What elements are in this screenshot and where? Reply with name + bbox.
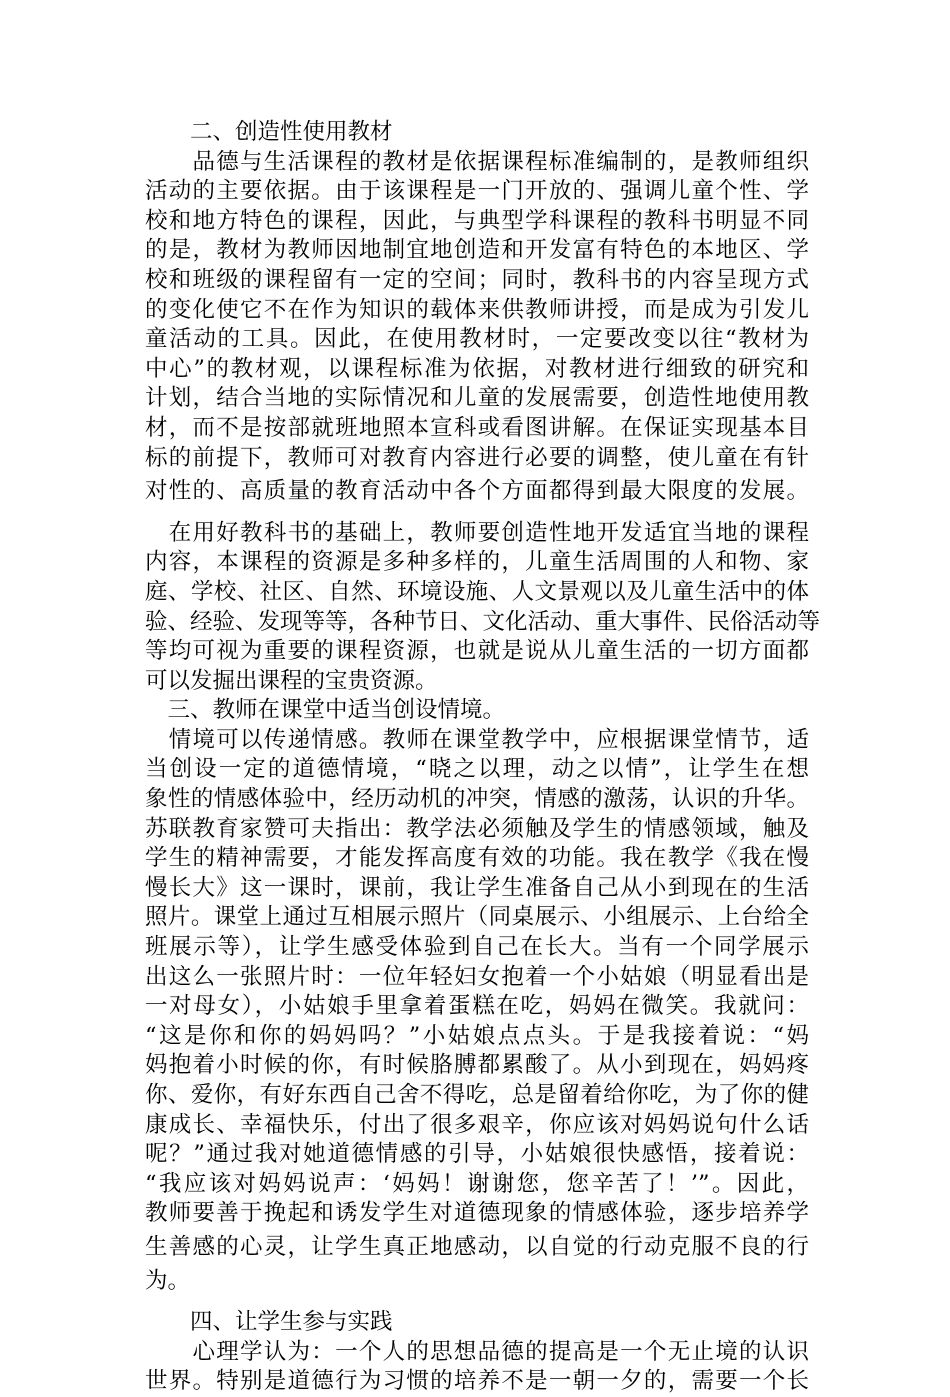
text-line: 对性的、高质量的教育活动中各个方面都得到最大限度的发展。 <box>145 478 809 505</box>
text-line: 慢长大》这一课时，课前，我让学生准备自己从小到现在的生活 <box>145 874 809 901</box>
text-line: 等均可视为重要的课程资源，也就是说从儿童生活的一切方面都 <box>145 638 809 665</box>
text-line: 庭、学校、社区、自然、环境设施、人文景观以及儿童生活中的体 <box>145 578 809 605</box>
section-heading-4: 四、让学生参与实践 <box>145 1309 393 1336</box>
text-line: 妈抱着小时候的你，有时候胳膊都累酸了。从小到现在，妈妈疼 <box>145 1052 809 1079</box>
text-line: 呢？”通过我对她道德情感的引导，小姑娘很快感悟，接着说： <box>145 1141 809 1168</box>
text-line: 在用好教科书的基础上，教师要创造性地开发适宜当地的课程 <box>145 519 809 546</box>
text-line: 康成长、幸福快乐，付出了很多艰辛，你应该对妈妈说句什么话 <box>145 1111 809 1138</box>
text-line: 的变化使它不在作为知识的载体来供教师讲授，而是成为引发儿 <box>145 296 809 323</box>
section-heading-3: 三、教师在课堂中适当创设情境。 <box>145 697 506 724</box>
text-line: 验、经验、发现等等，各种节日、文化活动、重大事件、民俗活动等 <box>145 608 821 635</box>
text-line: 情境可以传递情感。教师在课堂教学中，应根据课堂情节，适 <box>145 726 809 753</box>
text-line: 为。 <box>145 1267 191 1294</box>
text-line: 象性的情感体验中，经历动机的冲突，情感的激荡，认识的升华。 <box>145 786 809 813</box>
text-line: 班展示等），让学生感受体验到自己在长大。当有一个同学展示 <box>145 934 809 961</box>
text-line: 中心”的教材观，以课程标准为依据，对教材进行细致的研究和 <box>145 355 809 382</box>
text-line: 可以发掘出课程的宝贵资源。 <box>145 667 438 694</box>
text-line: 内容，本课程的资源是多种多样的，儿童生活周围的人和物、家 <box>145 549 809 576</box>
text-line: 当创设一定的道德情境，“晓之以理，动之以情”，让学生在想 <box>145 756 809 783</box>
text-line: 照片。课堂上通过互相展示照片（同桌展示、小组展示、上台给全 <box>145 904 809 931</box>
text-line: “这是你和你的妈妈吗？”小姑娘点点头。于是我接着说：“妈 <box>145 1022 809 1049</box>
text-line: 你、爱你，有好东西自己舍不得吃，总是留着给你吃，为了你的健 <box>145 1082 809 1108</box>
text-line: 校和地方特色的课程，因此，与典型学科课程的教科书明显不同 <box>145 207 809 234</box>
text-line: 心理学认为：一个人的思想品德的提高是一个无止境的认识 <box>145 1338 809 1365</box>
document-page <box>145 118 821 1397</box>
text-line: 世界。特别是道德行为习惯的培养不是一朝一夕的，需要一个长 <box>145 1368 809 1395</box>
text-line: 的是，教材为教师因地制宜地创造和开发富有特色的本地区、学 <box>145 237 809 264</box>
text-line: 教师要善于挽起和诱发学生对道德现象的情感体验，逐步培养学 <box>145 1200 809 1227</box>
text-line: 计划，结合当地的实际情况和儿童的发展需要，创造性地使用教 <box>145 385 809 412</box>
text-line: 品德与生活课程的教材是依据课程标准编制的，是教师组织 <box>145 148 809 175</box>
text-line: 一对母女），小姑娘手里拿着蛋糕在吃，妈妈在微笑。我就问： <box>145 993 809 1020</box>
text-line: 苏联教育家赞可夫指出：教学法必须触及学生的情感领域，触及 <box>145 815 809 842</box>
text-line: 童活动的工具。因此，在使用教材时，一定要改变以往“教材为 <box>145 326 809 353</box>
text-line: 学生的精神需要，才能发挥高度有效的功能。我在教学《我在慢 <box>145 845 809 872</box>
text-line: 校和班级的课程留有一定的空间；同时，教科书的内容呈现方式 <box>145 266 809 293</box>
text-line: 生善感的心灵，让学生真正地感动，以自觉的行动克服不良的行 <box>145 1233 809 1260</box>
text-line: 活动的主要依据。由于该课程是一门开放的、强调儿童个性、学 <box>145 178 809 205</box>
text-line: “我应该对妈妈说声：‘妈妈！谢谢您，您辛苦了！’”。因此， <box>145 1170 809 1197</box>
section-heading-2: 二、创造性使用教材 <box>145 119 393 145</box>
text-line: 出这么一张照片时：一位年轻妇女抱着一个小姑娘（明显看出是 <box>145 963 809 990</box>
text-line: 标的前提下，教师可对教育内容进行必要的调整，使儿童在有针 <box>145 444 809 471</box>
text-line: 材，而不是按部就班地照本宣科或看图讲解。在保证实现基本目 <box>145 414 809 441</box>
